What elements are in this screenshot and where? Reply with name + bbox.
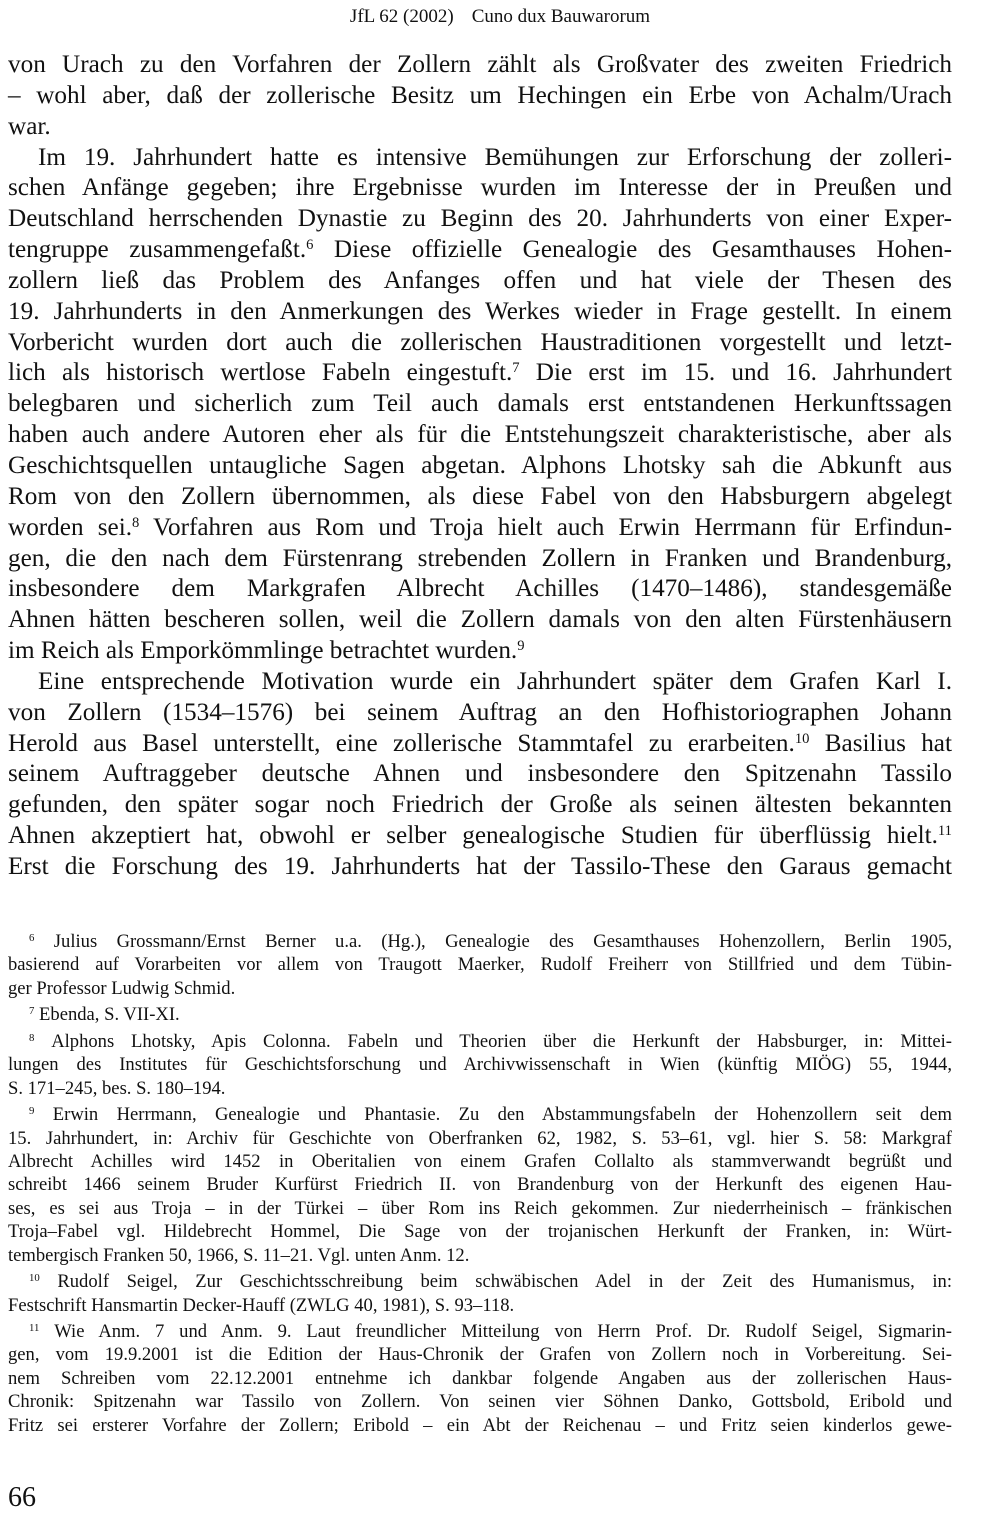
body-line-text: von Urach zu den Vorfahren der Zollern zählt als Großvater des zweiten Friedrich: [8, 51, 952, 78]
footnote-number: 6: [29, 932, 35, 945]
footnote-11: [8, 1320, 952, 1437]
footnote-reference: 7: [512, 360, 520, 377]
body-line: [8, 605, 952, 636]
footnote-number: 11: [29, 1322, 40, 1335]
footnote-6: [8, 930, 952, 1000]
footnote-number: 8: [29, 1031, 35, 1044]
footnote-line: [8, 1270, 952, 1293]
body-line: [8, 358, 952, 389]
footnote-line: [8, 1197, 952, 1220]
body-line-text: Ahnen hätten bescheren sollen, weil die Zollern damals von den alten Fürstenhäusern: [8, 606, 952, 634]
body-line-text: gefunden, den später sogar noch Friedrich der Große als seinen ältesten bekannten: [8, 791, 952, 819]
body-line-text: zollern ließ das Problem des Anfanges offen und hat viele der Thesen des: [8, 266, 952, 294]
footnotes-section: [8, 930, 952, 1437]
footnote-line: [8, 1367, 952, 1390]
body-line: [8, 482, 952, 513]
footnote-text: Albrecht Achilles wird 1452 in Oberitalien von einem Grafen Collalto als stammverwandt begrüßt und: [8, 1150, 952, 1172]
footnote-line: [8, 1103, 952, 1126]
footnote-number: 10: [29, 1272, 40, 1285]
body-line: [8, 173, 952, 204]
body-line-text: Die erst im 15. und 16. Jahrhundert: [519, 359, 952, 387]
body-line-text: Herold aus Basel unterstellt, eine zollerische Stammtafel zu erarbeiten.: [8, 729, 795, 757]
body-line: [8, 790, 952, 821]
footnote-text: Erwin Herrmann, Genealogie und Phantasie. Zu den Abstammungsfabeln der Hohenzollern seit dem: [52, 1104, 952, 1126]
footnote-text: Julius Grossmann/Ernst Berner u.a. (Hg.), Genealogie des Gesamthauses Hohenzollern, Berlin 1905,: [53, 931, 952, 952]
footnote-text: lungen des Institutes für Geschichtsforschung und Archivwissenschaft in Wien (künftig MIÖG) 55, 1944,: [8, 1054, 952, 1076]
main-body-text: [8, 50, 952, 883]
footnote-line: [8, 1343, 952, 1366]
body-line-text: seinem Auftraggeber deutsche Ahnen und insbesondere den Spitzenahn Tassilo: [8, 760, 952, 788]
footnote-line: [8, 1414, 952, 1437]
body-line: [8, 544, 952, 575]
body-line: [8, 112, 952, 143]
body-line-text: – wohl aber, daß der zollerische Besitz um Hechingen ein Erbe von Achalm/Urach: [8, 81, 952, 109]
footnote-line: [8, 1173, 952, 1196]
footnote-reference: 11: [937, 823, 952, 840]
body-line: [8, 636, 952, 667]
body-line-text: haben auch andere Autoren eher als für die Entstehungszeit charakteristische, aber als: [8, 421, 952, 449]
body-line: [8, 143, 952, 174]
body-line-text: Diese offizielle Genealogie des Gesamthauses Hohen-: [313, 236, 952, 264]
footnote-text: ger Professor Ludwig Schmid.: [8, 977, 236, 999]
footnote-text: Festschrift Hansmartin Decker-Hauff (ZWLG 40, 1981), S. 93–118.: [8, 1294, 515, 1316]
article-title: Cuno dux Bauwarorum: [471, 6, 651, 27]
footnote-text: ses, es sei aus Troja – in der Türkei – über Rom ins Reich gekommen. Zur niederrheinisch – fränkischen: [8, 1197, 952, 1219]
footnote-text: Wie Anm. 7 und Anm. 9. Laut freundlicher Mitteilung von Herrn Prof. Dr. Rudolf Seigel, Sigmarin-: [54, 1321, 952, 1342]
footnote-text: Chronik: Spitzenahn war Tassilo von Zollern. Von seinen vier Söhnen Danko, Gottsbold, Eribold und: [8, 1391, 952, 1413]
page-number: 66: [8, 1482, 36, 1513]
body-line-text: Vorbericht wurden dort auch die zollerischen Haustraditionen vorgestellt und letzt-: [8, 328, 952, 356]
body-line-text: lich als historisch wertlose Fabeln eingestuft.: [8, 359, 513, 387]
body-line-text: Ahnen akzeptiert hat, obwohl er selber genealogische Studien für überflüssig hielt.: [8, 822, 938, 850]
footnote-text: schreibt 1466 seinem Bruder Kurfürst Friedrich II. von Brandenburg von der Herkunft des eigenen Hau-: [8, 1174, 952, 1196]
footnote-text: tembergisch Franken 50, 1966, S. 11–21. Vgl. unten Anm. 12.: [8, 1244, 470, 1266]
footnote-number: 7: [29, 1005, 35, 1018]
footnote-line: [8, 930, 952, 953]
footnote-reference: 8: [132, 514, 140, 531]
footnote-line: [8, 1127, 952, 1150]
footnote-text: gen, vom 19.9.2001 ist die Edition der Haus-Chronik der Grafen von Zollern noch in Vorbereitung. Sei-: [8, 1344, 952, 1366]
footnote-line: [8, 977, 952, 1000]
footnote-text: Ebenda, S. VII-XI.: [39, 1004, 180, 1026]
footnote-line: [8, 1294, 952, 1317]
body-line: [8, 729, 952, 760]
body-line-text: Im 19. Jahrhundert hatte es intensive Bemühungen zur Erforschung der zolleri-: [38, 143, 952, 171]
footnote-text: Troja–Fabel vgl. Hildebrecht Hommel, Die Sage von der trojanischen Herkunft der Franken, in: Würt-: [8, 1221, 952, 1243]
footnote-7: [8, 1003, 952, 1026]
body-line-text: Rom von den Zollern übernommen, als diese Fabel von den Habsburgern abgelegt: [8, 482, 952, 510]
footnote-9: [8, 1103, 952, 1267]
body-line-text: Deutschland herrschenden Dynastie zu Beginn des 20. Jahrhunderts von einer Exper-: [8, 205, 952, 233]
body-line-text: Geschichtsquellen untaugliche Sagen abgetan. Alphons Lhotsky sah die Abkunft aus: [8, 451, 952, 479]
body-line-text: Erst die Forschung des 19. Jahrhunderts hat der Tassilo-These den Garaus gemacht: [8, 852, 952, 880]
body-line: [8, 667, 952, 698]
footnote-line: [8, 1150, 952, 1173]
body-line: [8, 235, 952, 266]
footnote-line: [8, 1077, 952, 1100]
footnote-text: basierend auf Vorarbeiten vor allem von Traugott Maerker, Rudolf Freiherr von Stillfried und dem Tübin-: [8, 954, 952, 976]
body-line: [8, 574, 952, 605]
body-line-text: Basilius hat: [809, 729, 952, 757]
body-line-text: gen, die den nach dem Fürstenrang strebenden Zollern in Franken und Brandenburg,: [8, 544, 952, 572]
journal-reference: JfL 62 (2002): [349, 6, 454, 27]
body-line: [8, 759, 952, 790]
footnote-line: [8, 1030, 952, 1053]
footnote-number: 9: [29, 1105, 35, 1118]
footnote-reference: 6: [306, 237, 314, 254]
body-line: [8, 821, 952, 852]
body-line: [8, 698, 952, 729]
body-line: [8, 81, 952, 112]
footnote-reference: 10: [794, 730, 810, 747]
body-line-text: von Zollern (1534–1576) bei seinem Auftrag an den Hofhistoriographen Johann: [8, 698, 952, 726]
body-line: [8, 204, 952, 235]
footnote-8: [8, 1030, 952, 1100]
footnote-reference: 9: [517, 638, 525, 654]
body-line: [8, 297, 952, 328]
body-line: [8, 389, 952, 420]
body-line: [8, 852, 952, 883]
body-line-text: belegbaren und sicherlich zum Teil auch damals erst entstandenen Herkunftssagen: [8, 390, 952, 418]
body-line-text: insbesondere dem Markgrafen Albrecht Achilles (1470–1486), standesgemäße: [8, 575, 952, 603]
footnote-text: nem Schreiben vom 22.12.2001 entnehme ich dankbar folgende Angaben aus der zollerischen Haus-: [8, 1367, 952, 1389]
footnote-text: Alphons Lhotsky, Apis Colonna. Fabeln und Theorien über die Herkunft der Habsburger, in: Mittei-: [51, 1030, 953, 1052]
footnote-text: 15. Jahrhundert, in: Archiv für Geschichte von Oberfranken 62, 1982, S. 53–61, vgl. hier S. 58: Markgraf: [8, 1127, 952, 1149]
body-line: [8, 513, 952, 544]
footnote-line: [8, 1003, 952, 1026]
body-line: [8, 50, 952, 81]
footnote-line: [8, 1320, 952, 1343]
body-line-text: tengruppe zusammengefaßt.: [8, 236, 307, 264]
body-line-text: schen Anfänge gegeben; ihre Ergebnisse wurden im Interesse der in Preußen und: [8, 174, 952, 202]
footnote-10: [8, 1270, 952, 1317]
body-line: [8, 451, 952, 482]
footnote-line: [8, 1244, 952, 1267]
body-line: [8, 328, 952, 359]
footnote-line: [8, 1053, 952, 1076]
body-line-text: 19. Jahrhunderts in den Anmerkungen des Werkes wieder in Frage gestellt. In einem: [8, 297, 952, 325]
footnote-text: Rudolf Seigel, Zur Geschichtsschreibung beim schwäbischen Adel in der Zeit des Humanismus, in:: [57, 1271, 952, 1293]
footnote-line: [8, 953, 952, 976]
footnote-text: S. 171–245, bes. S. 180–194.: [8, 1077, 226, 1099]
footnote-line: [8, 1220, 952, 1243]
body-line-text: worden sei.: [8, 513, 133, 541]
footnote-text: Fritz sei ersterer Vorfahre der Zollern; Eribold – ein Abt der Reichenau – und Fritz seien kinderlos gewe-: [8, 1414, 952, 1436]
body-line: [8, 266, 952, 297]
body-line-text: war.: [8, 112, 51, 140]
body-line: [8, 420, 952, 451]
running-header: [0, 5, 1000, 29]
body-line-text: Eine entsprechende Motivation wurde ein Jahrhundert später dem Grafen Karl I.: [38, 667, 952, 695]
footnote-line: [8, 1390, 952, 1413]
body-line-text: Vorfahren aus Rom und Troja hielt auch Erwin Herrmann für Erfindun-: [139, 513, 952, 541]
body-line-text: im Reich als Emporkömmlinge betrachtet wurden.: [8, 637, 518, 665]
